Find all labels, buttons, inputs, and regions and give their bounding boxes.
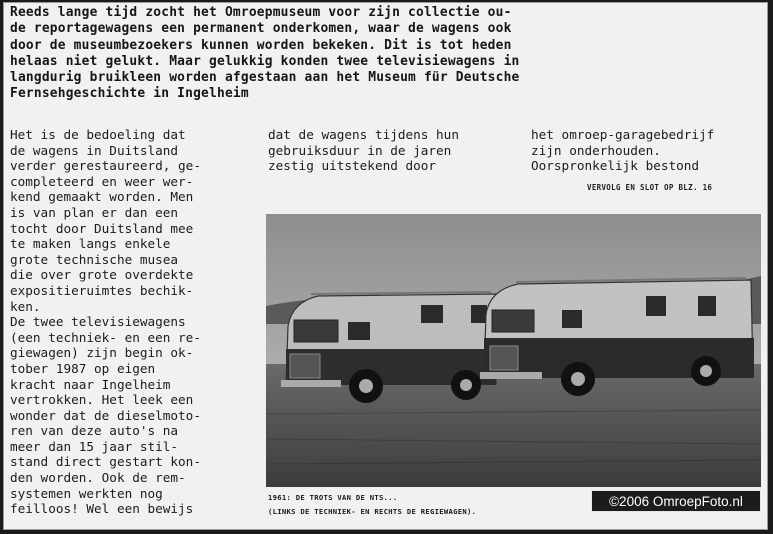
column1-line: tocht door Duitsland mee [10, 220, 194, 236]
column2-line: gebruiksduur in de jaren [268, 142, 452, 158]
column1-line: ren van deze auto's na [10, 423, 179, 439]
column3-line: zijn onderhouden. [531, 142, 661, 158]
photo-illustration [266, 214, 761, 487]
column1-line: is van plan er dan een [10, 204, 179, 220]
column3-line: het omroep-garagebedrijf [531, 127, 715, 142]
column2-line: dat de wagens tijdens hun [268, 127, 459, 142]
column1-line: feilloos! Wel een bewijs [10, 501, 194, 517]
column1-line: meer dan 15 jaar stil- [10, 438, 179, 454]
intro-line: Reeds lange tijd zocht het Omroepmuseum voor zijn collectie ou- [10, 5, 512, 20]
column1-line: grote technische musea [10, 251, 179, 267]
column1-line: Het is de bedoeling dat [10, 127, 186, 142]
column3-line: Oorspronkelijk bestond [531, 158, 700, 174]
column1-line: giewagen) zijn begin ok- [10, 345, 194, 361]
column-3 [531, 127, 767, 174]
intro-line: Fernsehgeschichte in Ingelheim [10, 86, 249, 102]
column2-line: zestig uitstekend door [268, 158, 437, 174]
column1-line: te maken langs enkele [10, 236, 171, 252]
column1-line: kracht naar Ingelheim [10, 376, 171, 392]
column1-line: De twee televisiewagens [10, 314, 186, 330]
magazine-page [3, 2, 768, 530]
caption-line: (LINKS DE TECHNIEK- EN RECHTS DE REGIEWAGEN). [268, 507, 477, 516]
column1-line: vertrokken. Het leek een [10, 392, 194, 408]
intro-line: de reportagewagens een permanent onderkomen, waar de wagens ook [10, 21, 512, 37]
column-1 [10, 127, 260, 517]
tv-vans-photo [266, 214, 761, 487]
column1-line: wonder dat de dieselmoto- [10, 407, 201, 423]
column1-line: ken. [10, 298, 41, 314]
intro-line: door de museumbezoekers kunnen worden bekeken. Dit is tot heden [10, 37, 512, 53]
column1-line: systemen werkten nog [10, 485, 163, 501]
column1-line: kend gemaakt worden. Men [10, 189, 194, 205]
column1-line: tober 1987 op eigen [10, 360, 156, 376]
column1-line: completeerd en weer wer- [10, 173, 194, 189]
column1-line: den worden. Ook de rem- [10, 470, 186, 486]
column1-line: stand direct gestart kon- [10, 454, 201, 470]
intro-paragraph [10, 5, 762, 103]
column1-line: verder gerestaureerd, ge- [10, 158, 201, 174]
column-2 [268, 127, 518, 174]
intro-line: helaas niet gelukt. Maar gelukkig konden twee televisiewagens in [10, 53, 520, 69]
caption-line: 1961: DE TROTS VAN DE NTS... [268, 493, 398, 502]
intro-line: langdurig bruikleen worden afgestaan aan het Museum für Deutsche [10, 70, 520, 86]
continued-note: VERVOLG EN SLOT OP BLZ. 16 [587, 183, 713, 192]
column1-line: (een techniek- en een re- [10, 329, 201, 345]
column1-line: de wagens in Duitsland [10, 142, 179, 158]
photo-caption [268, 491, 598, 519]
column1-line: die over grote overdekte [10, 267, 194, 283]
copyright-watermark: ©2006 OmroepFoto.nl [591, 490, 761, 512]
column1-line: expositieruimtes bechik- [10, 282, 194, 298]
